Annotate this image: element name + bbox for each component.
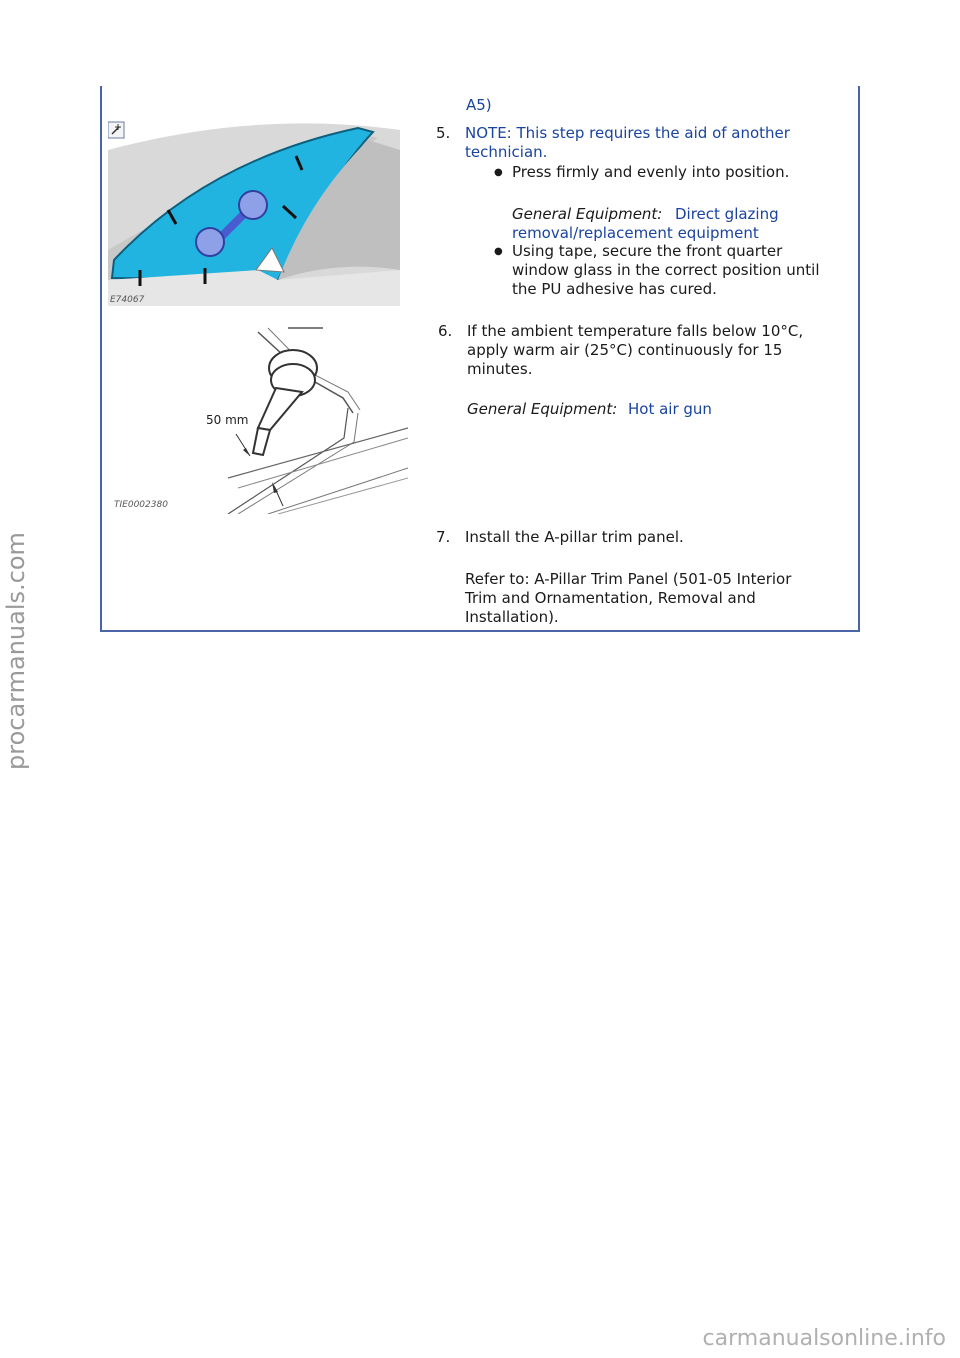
refer-to-line[interactable]: Trim and Ornamentation, Removal and xyxy=(465,589,756,607)
equipment-link[interactable]: Direct glazing xyxy=(675,205,779,223)
hot-air-gun-illustration xyxy=(108,318,408,514)
equipment-label: General Equipment: xyxy=(512,205,663,223)
equipment-link-cont[interactable]: removal/replacement equipment xyxy=(512,224,759,242)
dimension-label: 50 mm xyxy=(206,413,249,427)
step-number: 6. xyxy=(438,322,453,340)
equipment-label: General Equipment: xyxy=(467,400,618,418)
bullet-item: ● Using tape, secure the front quarter xyxy=(512,242,782,261)
bullet-item-cont: window glass in the correct position until xyxy=(512,261,820,279)
suction-cup-icon xyxy=(196,228,224,256)
equipment-link[interactable]: Hot air gun xyxy=(628,400,712,418)
refer-to-line[interactable]: Refer to: A-Pillar Trim Panel (501-05 Interior xyxy=(465,570,792,588)
step-number: 5. xyxy=(436,124,451,142)
step-note-cont: technician. xyxy=(465,143,548,161)
bullet-item: ● Press firmly and evenly into position. xyxy=(512,163,789,182)
windshield-illustration xyxy=(108,120,400,306)
bullet-item-cont: the PU adhesive has cured. xyxy=(512,280,717,298)
figure-hot-air-nozzle xyxy=(108,318,408,514)
step-number: 7. xyxy=(436,528,451,546)
previous-reference-tail[interactable]: A5) xyxy=(466,96,492,114)
figure-code: E74067 xyxy=(110,295,145,305)
refer-to-line[interactable]: Installation). xyxy=(465,608,559,626)
footer-watermark: carmanualsonline.info xyxy=(702,1326,946,1351)
step-text-line: If the ambient temperature falls below 10°C, xyxy=(467,322,804,340)
suction-cup-icon xyxy=(239,191,267,219)
step-text-line: minutes. xyxy=(467,360,533,378)
step-text: Install the A-pillar trim panel. xyxy=(465,528,684,546)
side-watermark: procarmanuals.com xyxy=(2,532,30,770)
figure-windshield-suction-cups xyxy=(108,120,400,306)
step-note: NOTE: This step requires the aid of another xyxy=(465,124,790,142)
step-text-line: apply warm air (25°C) continuously for 15 xyxy=(467,341,783,359)
figure-code: TIE0002380 xyxy=(114,500,168,510)
